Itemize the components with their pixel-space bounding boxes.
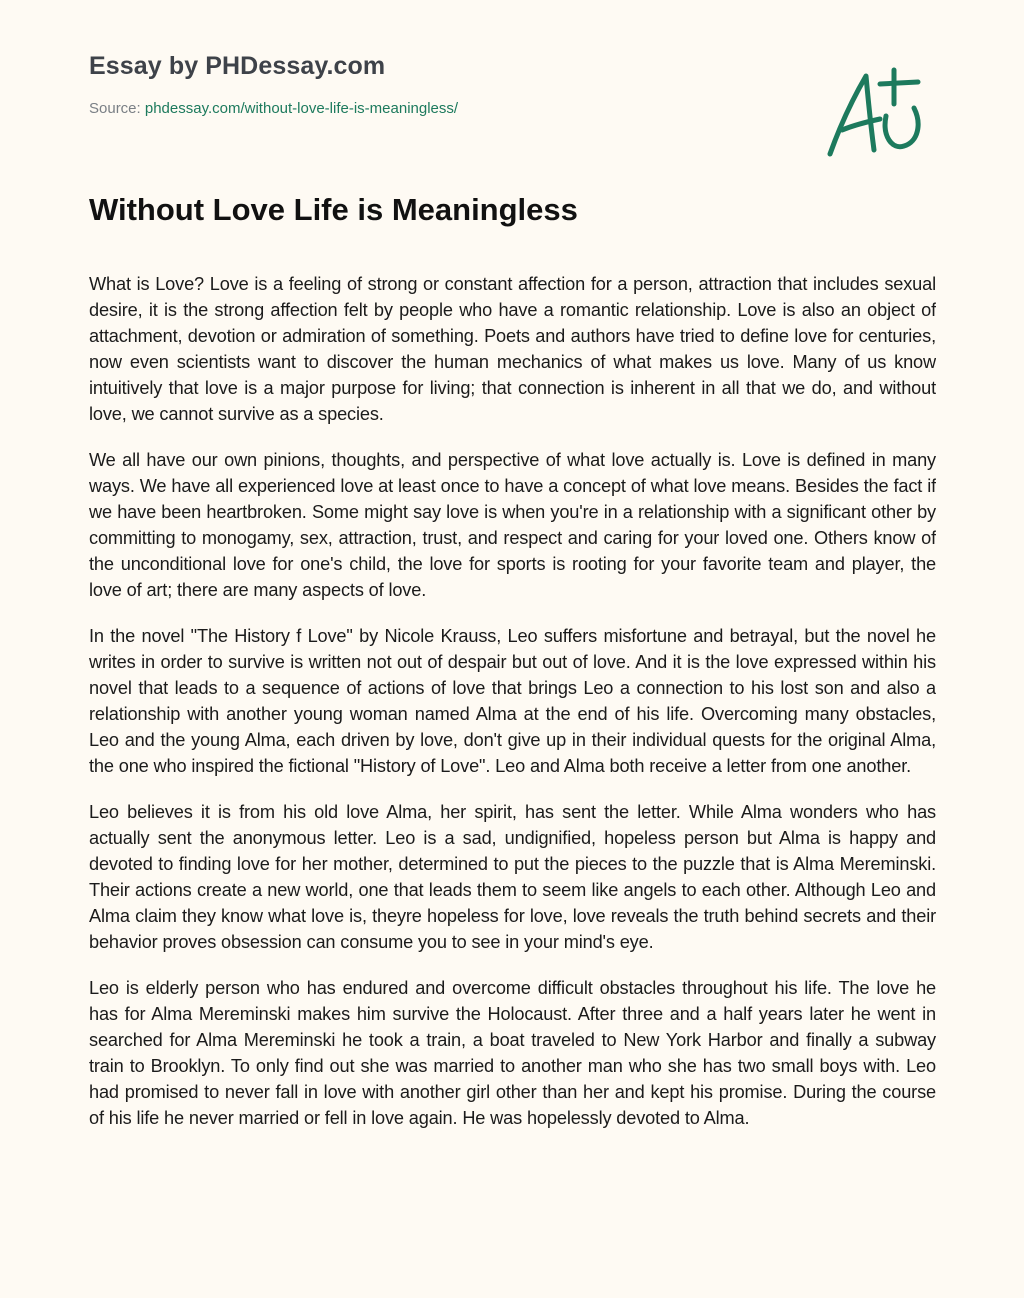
essay-body	[89, 271, 936, 1252]
essay-paragraph: Leo believes it is from his old love Alma, her spirit, has sent the letter. While Alma wonders who has actually sent the anonymous letter. Leo is a sad, undignified, hopeless person but Alma is happy and devoted to finding love for her mother, determined to put the pieces to the puzzle that is Alma Mereminski. Their actions create a new world, one that leads them to seem like angels to each other. Although Leo and Alma claim they know what love is, theyre hopeless for love, love reveals the truth behind secrets and their behavior proves obsession can consume you to see in your mind's eye.	[89, 802, 936, 952]
site-title: Essay by PHDessay.com	[89, 52, 386, 80]
source-line	[89, 99, 458, 119]
source-link[interactable]: phdessay.com/without-love-life-is-meaningless/	[144, 100, 459, 117]
a-plus-grade-icon	[822, 62, 932, 162]
essay-title: Without Love Life is Meaningless	[89, 192, 578, 227]
source-label: Source:	[89, 100, 141, 117]
essay-paragraph: What is Love? Love is a feeling of strong or constant affection for a person, attraction that includes sexual desire, it is the strong affection felt by people who have a romantic relationship. Love is also an object of attachment, devotion or admiration of something. Poets and authors have tried to define love for centuries, now even scientists want to discover the human mechanics of what makes us love. Many of us know intuitively that love is a major purpose for living; that connection is inherent in all that we do, and without love, we cannot survive as a species.	[89, 274, 936, 424]
essay-paragraph: We all have our own pinions, thoughts, and perspective of what love actually is. Love is defined in many ways. We have all experienced love at least once to have a concept of what love means. Besides the fact if we have been heartbroken. Some might say love is when you're in a relationship with a significant other by committing to monogamy, sex, attraction, trust, and respect and caring for your loved one. Others know of the unconditional love for one's child, the love for sports is rooting for your favorite team and player, the love of art; there are many aspects of love.	[89, 450, 936, 600]
essay-paragraph: Leo is elderly person who has endured and overcome difficult obstacles throughout his life. The love he has for Alma Mereminski makes him survive the Holocaust. After three and a half years later he went in searched for Alma Mereminski he took a train, a boat traveled to New York Harbor and finally a subway train to Brooklyn. To only find out she was married to another man who she has two small boys with. Leo had promised to never fall in love with another girl other than her and kept his promise. During the course of his life he never married or fell in love again. He was hopelessly devoted to Alma.	[89, 978, 936, 1128]
essay-paragraph: In the novel "The History f Love" by Nicole Krauss, Leo suffers misfortune and betrayal, but the novel he writes in order to survive is written not out of despair but out of love. And it is the love expressed within his novel that leads to a sequence of actions of love that brings Leo a connection to his lost son and also a relationship with another young woman named Alma at the end of his life. Overcoming many obstacles, Leo and the young Alma, each driven by love, don't give up in their individual quests for the original Alma, the one who inspired the fictional "History of Love". Leo and Alma both receive a letter from one another.	[89, 626, 936, 776]
site-header	[89, 50, 458, 119]
